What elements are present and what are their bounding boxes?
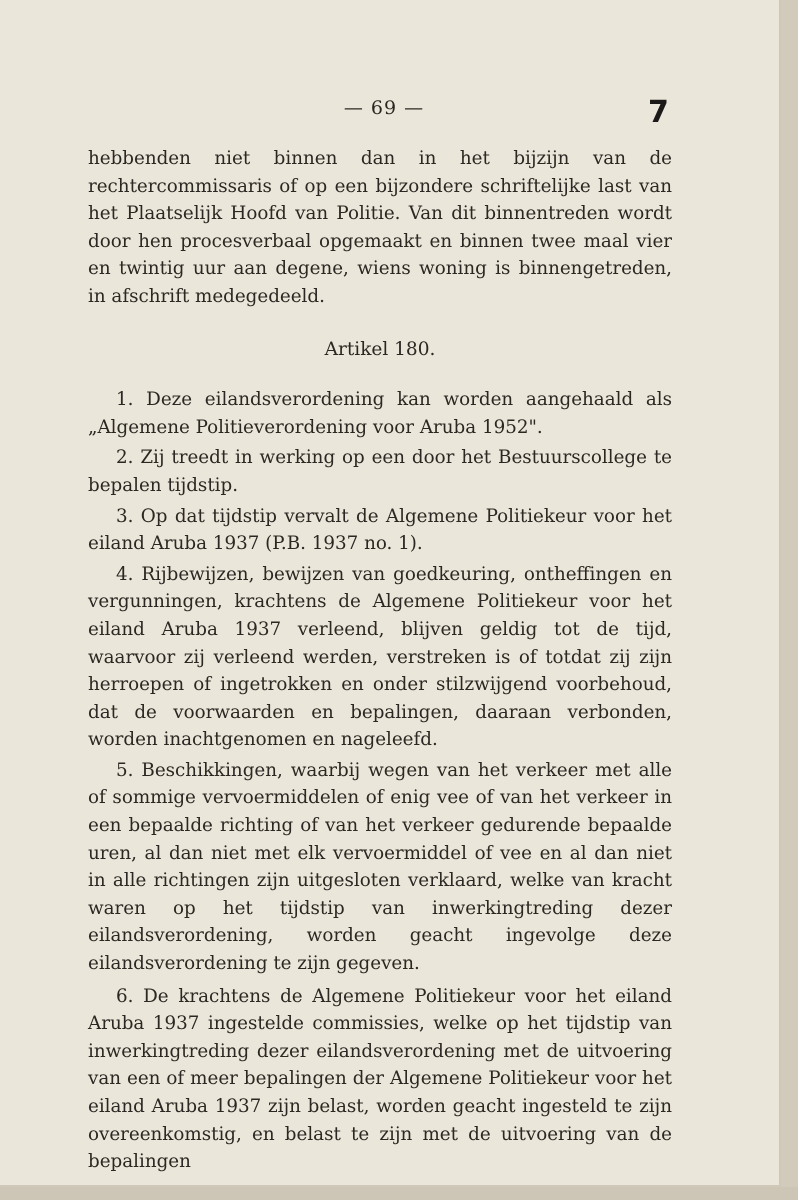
article-paragraph-4: 4. Rijbewijzen, bewijzen van goedkeuring, ontheffingen en vergunningen, krachtens de Algemene Politiekeur voor het eiland Aruba 1937 verleend, blijven geldig tot de tijd, waarvoor zij verleend werden, verstreken is of totdat zij zijn herroepen of ingetrokken en onder stilzwijgend voorbehoud, dat de voorwaarden en bepalingen, daaraan verbonden, worden inachtgenomen en nageleefd. — [88, 563, 672, 751]
article-paragraph-6: 6. De krachtens de Algemene Politiekeur voor het eiland Aruba 1937 ingestelde commissies, welke op het tijdstip van inwerkingtreding dezer eilandsverordening met de uitvoering van een of meer bepalingen der Algemene Politiekeur voor het eiland Aruba 1937 zijn belast, worden geacht ingesteld te zijn overeenkomstig, en belast te zijn met de uitvoering van de bepalingen — [88, 985, 672, 1173]
signature-number: 7 — [648, 95, 669, 130]
intro-paragraph: hebbenden niet binnen dan in het bijzijn van de rechtercommissaris of op een bijzondere schriftelijke last van het Plaatselijk Hoofd van Politie. Van dit binnentreden wordt door hen procesverbaal opgemaakt en binnen twee maal vier en twintig uur aan degene, wiens woning is binnengetreden, in afschrift medegedeeld. — [88, 148, 672, 307]
article-paragraph-3: 3. Op dat tijdstip vervalt de Algemene Politiekeur voor het eiland Aruba 1937 (P.B. 1937 no. 1). — [88, 505, 672, 555]
article-paragraph-5: 5. Beschikkingen, waarbij wegen van het verkeer met alle of sommige vervoermiddelen of enig vee of van het verkeer in een bepaalde richting of van het verkeer gedurende bepaalde uren, al dan niet met elk vervoermiddel of vee en al dan niet in alle richtingen zijn uitgesloten verklaard, welke van kracht waren op het tijdstip van inwerkingtreding dezer eilandsverordening, worden geacht ingevolge deze eilandsverordening te zijn gegeven. — [88, 759, 672, 975]
page-edge-bottom — [0, 1187, 798, 1200]
page-body — [88, 145, 672, 1176]
article-paragraph-2: 2. Zij treedt in werking op een door het Bestuurscollege te bepalen tijdstip. — [88, 447, 672, 496]
article-paragraph-1: 1. Deze eilandsverordening kan worden aangehaald als „Algemene Politieverordening voor Aruba 1952". — [88, 389, 672, 438]
page-number: — 69 — — [343, 97, 425, 119]
page-edge-right — [781, 0, 798, 1200]
article-heading: Artikel 180. — [324, 338, 436, 360]
